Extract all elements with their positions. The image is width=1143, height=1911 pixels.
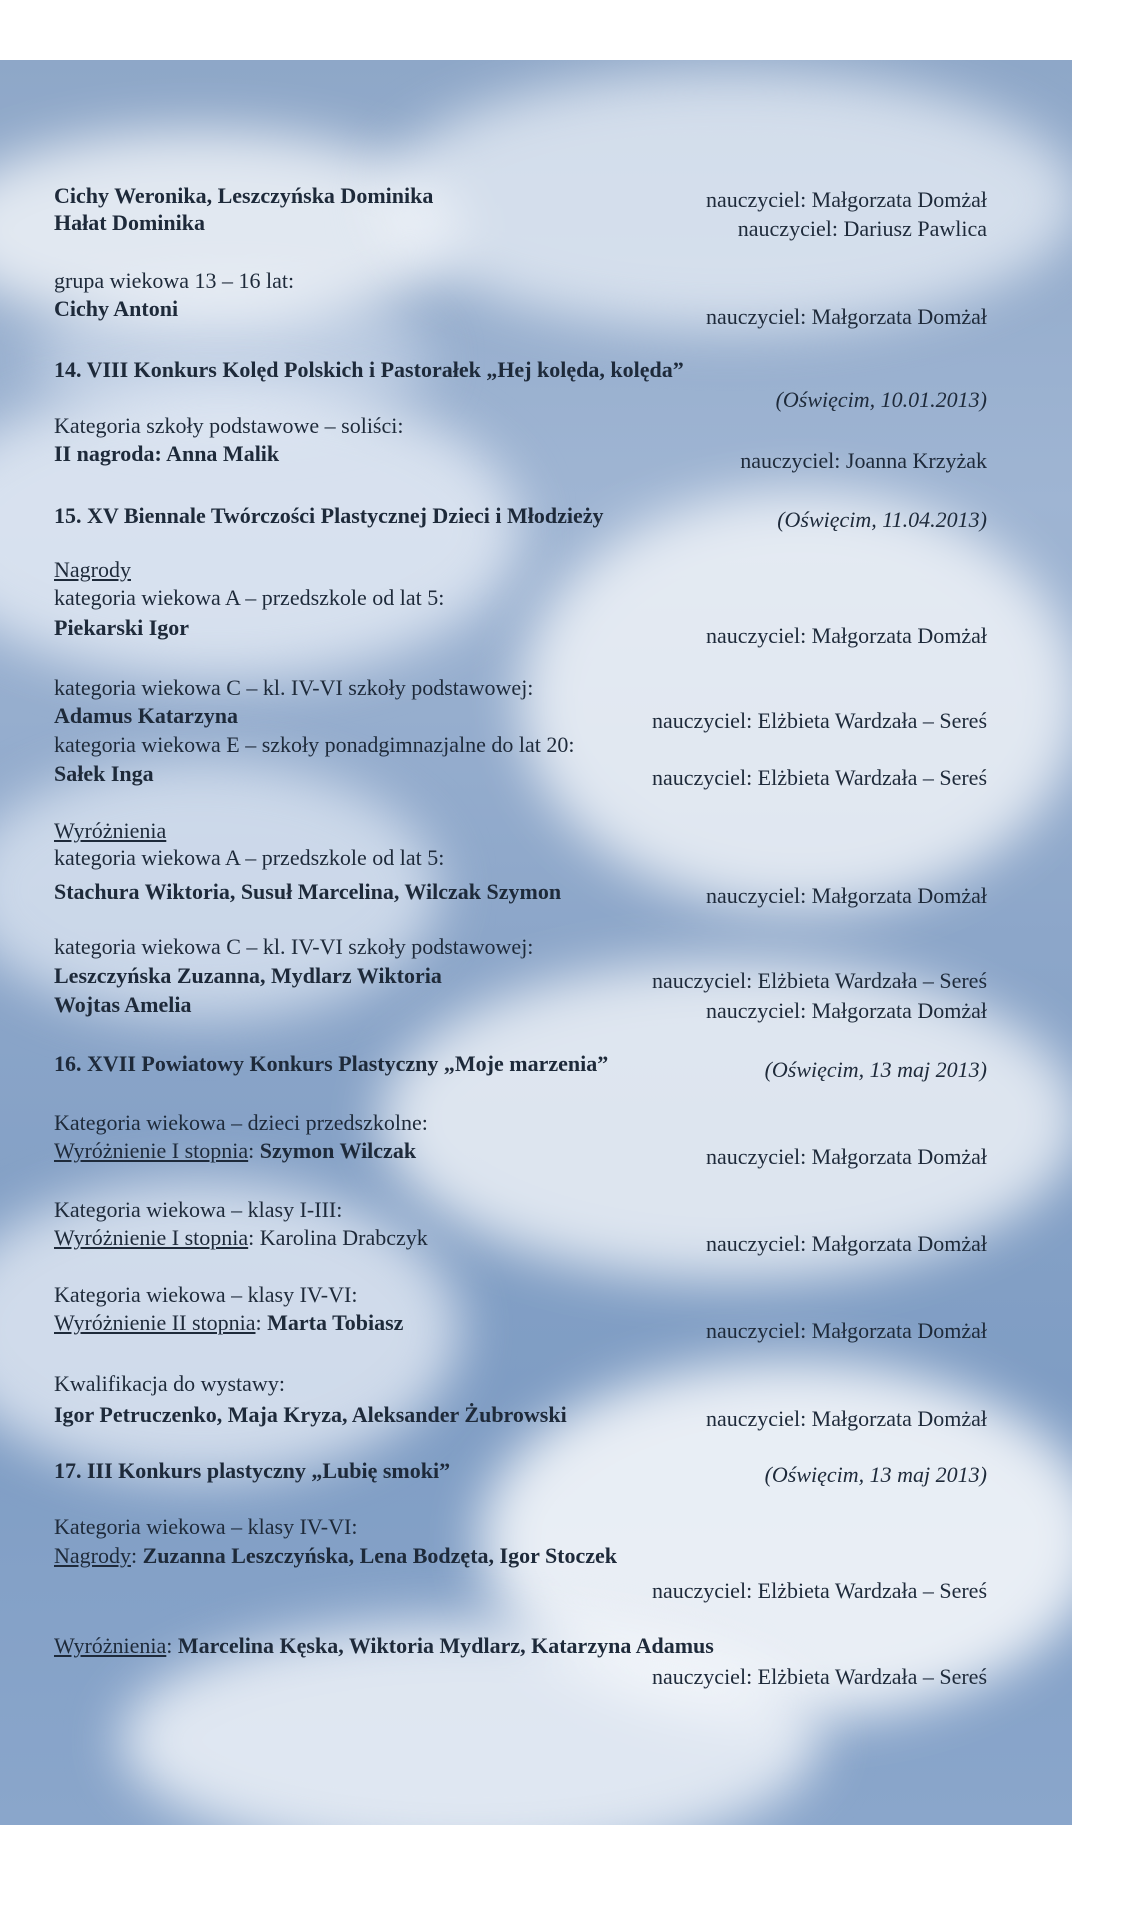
distinction-label: Wyróżnienia bbox=[54, 1633, 167, 1658]
place-date: (Oświęcim, 13 maj 2013) bbox=[764, 1462, 987, 1487]
section-title: 16. XVII Powiatowy Konkurs Plastyczny „Moje marzenia” bbox=[54, 1051, 609, 1076]
teacher-name: nauczyciel: Małgorzata Domżał bbox=[706, 1406, 987, 1431]
teacher-name: nauczyciel: Joanna Krzyżak bbox=[740, 448, 987, 473]
category-label: Kategoria wiekowa – klasy IV-VI: bbox=[54, 1514, 358, 1539]
awards-line bbox=[54, 1543, 617, 1569]
winner-names: Cichy Antoni bbox=[54, 296, 179, 321]
separator: : bbox=[255, 1310, 268, 1335]
separator: : bbox=[248, 1225, 260, 1250]
category-label: kategoria wiekowa E – szkoły ponadgimnazjalne do lat 20: bbox=[54, 732, 575, 757]
teacher-name: nauczyciel: Elżbieta Wardzała – Sereś bbox=[652, 708, 987, 733]
separator: : bbox=[248, 1138, 260, 1163]
teacher-name: nauczyciel: Małgorzata Domżał bbox=[706, 187, 987, 212]
age-group-label: grupa wiekowa 13 – 16 lat: bbox=[54, 268, 295, 293]
distinction-line bbox=[54, 1138, 416, 1164]
teacher-name: nauczyciel: Małgorzata Domżał bbox=[706, 883, 987, 908]
category-label: Kategoria wiekowa – dzieci przedszkolne: bbox=[54, 1110, 428, 1135]
winner-names: Hałat Dominika bbox=[54, 210, 205, 235]
winner-names: Piekarski Igor bbox=[54, 615, 190, 640]
teacher-name: nauczyciel: Dariusz Pawlica bbox=[737, 216, 987, 241]
teacher-name: nauczyciel: Elżbieta Wardzała – Sereś bbox=[652, 1578, 987, 1603]
teacher-name: nauczyciel: Małgorzata Domżał bbox=[706, 1318, 987, 1343]
category-label: Kategoria wiekowa – klasy I-III: bbox=[54, 1197, 343, 1222]
winner-names: Leszczyńska Zuzanna, Mydlarz Wiktoria bbox=[54, 963, 442, 988]
distinction-line bbox=[54, 1310, 403, 1336]
section-title: 15. XV Biennale Twórczości Plastycznej Dzieci i Młodzieży bbox=[54, 503, 604, 528]
teacher-name: nauczyciel: Małgorzata Domżał bbox=[706, 998, 987, 1023]
teacher-name: nauczyciel: Elżbieta Wardzała – Sereś bbox=[652, 765, 987, 790]
teacher-name: nauczyciel: Małgorzata Domżał bbox=[706, 1144, 987, 1169]
teacher-name: nauczyciel: Małgorzata Domżał bbox=[706, 304, 987, 329]
winner-names: Karolina Drabczyk bbox=[259, 1225, 428, 1250]
winner-names: Sałek Inga bbox=[54, 761, 154, 786]
teacher-name: nauczyciel: Elżbieta Wardzała – Sereś bbox=[652, 968, 987, 993]
distinction-label: Wyróżnienie II stopnia bbox=[54, 1310, 256, 1335]
award-line: II nagroda: Anna Malik bbox=[54, 441, 280, 466]
category-label: Kategoria wiekowa – klasy IV-VI: bbox=[54, 1282, 358, 1307]
teacher-name: nauczyciel: Elżbieta Wardzała – Sereś bbox=[652, 1664, 987, 1689]
place-date: (Oświęcim, 11.04.2013) bbox=[777, 507, 987, 532]
teacher-name: nauczyciel: Małgorzata Domżał bbox=[706, 623, 987, 648]
winner-names: Marta Tobiasz bbox=[267, 1310, 404, 1335]
winner-names: Adamus Katarzyna bbox=[54, 703, 238, 728]
section-title: 17. III Konkurs plastyczny „Lubię smoki” bbox=[54, 1458, 451, 1483]
winner-names: Wojtas Amelia bbox=[54, 992, 192, 1017]
distinction-line bbox=[54, 1225, 428, 1251]
distinction-label: Wyróżnienie I stopnia bbox=[54, 1138, 249, 1163]
awards-label: Nagrody bbox=[54, 1543, 131, 1568]
teacher-name: nauczyciel: Małgorzata Domżał bbox=[706, 1231, 987, 1256]
place-date: (Oświęcim, 13 maj 2013) bbox=[764, 1057, 987, 1082]
category-label: kategoria wiekowa C – kl. IV-VI szkoły podstawowej: bbox=[54, 934, 534, 959]
section-title: 14. VIII Konkurs Kolęd Polskich i Pastorałek „Hej kolęda, kolęda” bbox=[54, 357, 684, 382]
winner-names: Marcelina Kęska, Wiktoria Mydlarz, Katarzyna Adamus bbox=[177, 1633, 714, 1658]
winner-names: Cichy Weronika, Leszczyńska Dominika bbox=[54, 183, 434, 208]
category-label: Kwalifikacja do wystawy: bbox=[54, 1371, 285, 1396]
distinction-line bbox=[54, 1633, 714, 1659]
place-date: (Oświęcim, 10.01.2013) bbox=[775, 387, 987, 412]
category-label: Kategoria szkoły podstawowe – soliści: bbox=[54, 413, 404, 438]
category-label: kategoria wiekowa A – przedszkole od lat 5: bbox=[54, 585, 445, 610]
distinctions-heading: Wyróżnienia bbox=[54, 818, 167, 843]
separator: : bbox=[130, 1543, 143, 1568]
category-label: kategoria wiekowa C – kl. IV-VI szkoły podstawowej: bbox=[54, 675, 534, 700]
category-label: kategoria wiekowa A – przedszkole od lat 5: bbox=[54, 845, 445, 870]
winner-names: Zuzanna Leszczyńska, Lena Bodzęta, Igor Stoczek bbox=[142, 1543, 618, 1568]
distinction-label: Wyróżnienie I stopnia bbox=[54, 1225, 249, 1250]
separator: : bbox=[166, 1633, 178, 1658]
winner-names: Stachura Wiktoria, Susuł Marcelina, Wilczak Szymon bbox=[54, 879, 562, 904]
awards-heading: Nagrody bbox=[54, 557, 131, 582]
winner-names: Igor Petruczenko, Maja Kryza, Aleksander Żubrowski bbox=[54, 1402, 567, 1427]
winner-names: Szymon Wilczak bbox=[259, 1138, 417, 1163]
